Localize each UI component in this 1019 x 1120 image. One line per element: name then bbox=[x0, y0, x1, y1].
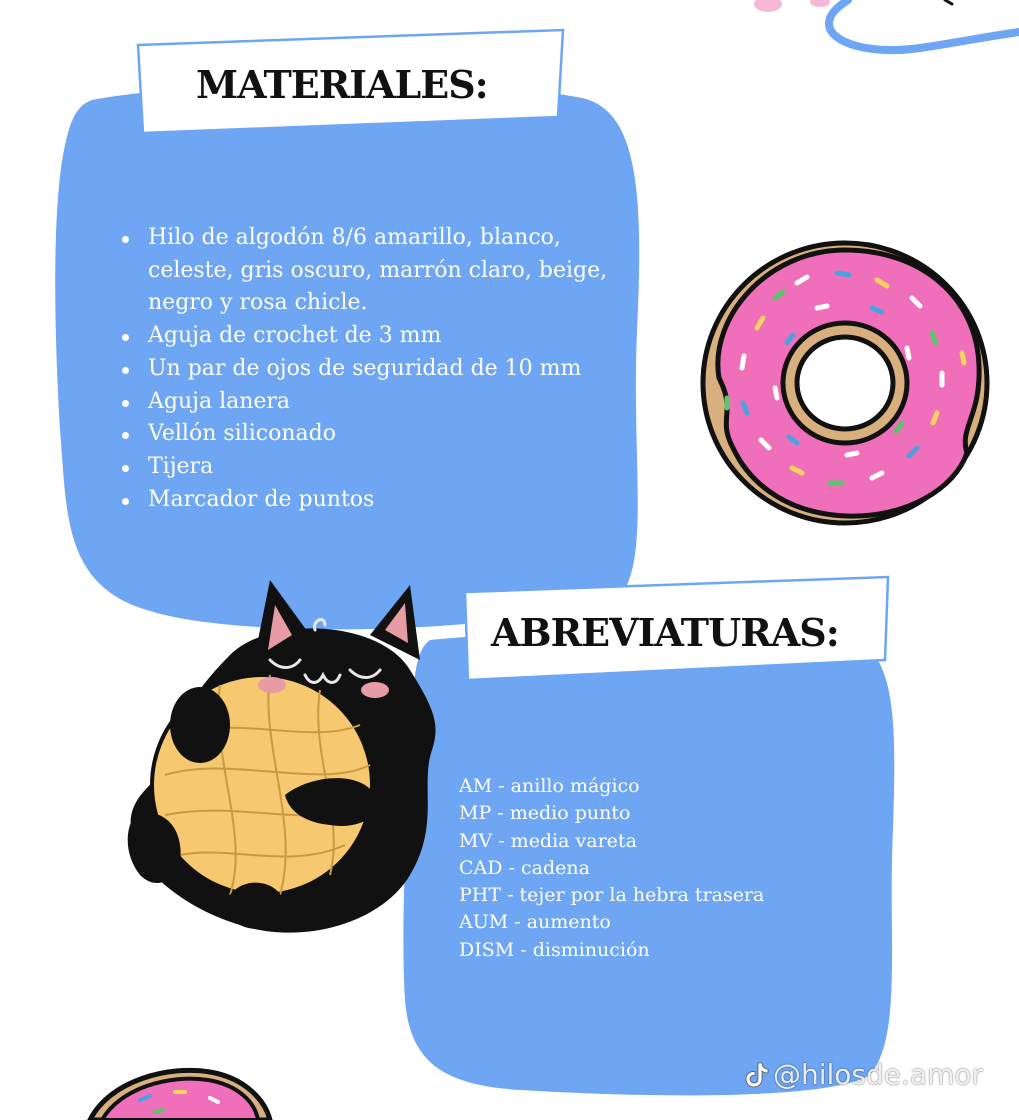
decorative-swirl bbox=[740, 0, 1019, 70]
materials-list bbox=[100, 222, 648, 516]
tiktok-icon bbox=[745, 1062, 769, 1088]
list-item: Aguja de crochet de 3 mm bbox=[148, 320, 648, 353]
abbreviations-heading: ABREVIATURAS: bbox=[491, 610, 839, 655]
list-item: CAD - cadena bbox=[459, 856, 590, 879]
list-item: PHT - tejer por la hebra trasera bbox=[459, 884, 765, 907]
cat-with-yarn-illustration bbox=[120, 575, 450, 945]
tiktok-handle: @hilosde.amor bbox=[773, 1058, 983, 1091]
donut-illustration-partial bbox=[80, 1060, 280, 1120]
materials-heading: MATERIALES: bbox=[196, 62, 488, 107]
abbreviations-list bbox=[459, 773, 764, 964]
list-item: AM - anillo mágico bbox=[459, 775, 640, 797]
list-item: AUM - aumento bbox=[459, 911, 611, 934]
list-item: Vellón siliconado bbox=[148, 418, 648, 451]
list-item: Aguja lanera bbox=[148, 386, 648, 419]
list-item: MP - medio punto bbox=[459, 802, 631, 825]
tiktok-watermark bbox=[745, 1058, 983, 1091]
list-item: MV - media vareta bbox=[459, 829, 637, 852]
list-item: Marcador de puntos bbox=[148, 484, 648, 517]
donut-illustration bbox=[697, 238, 993, 528]
list-item: Tijera bbox=[148, 451, 648, 484]
list-item: Un par de ojos de seguridad de 10 mm bbox=[148, 353, 648, 386]
list-item: DISM - disminución bbox=[459, 938, 650, 961]
list-item: Hilo de algodón 8/6 amarillo, blanco, celeste, gris oscuro, marrón claro, beige, negro y rosa chicle. bbox=[148, 222, 648, 320]
